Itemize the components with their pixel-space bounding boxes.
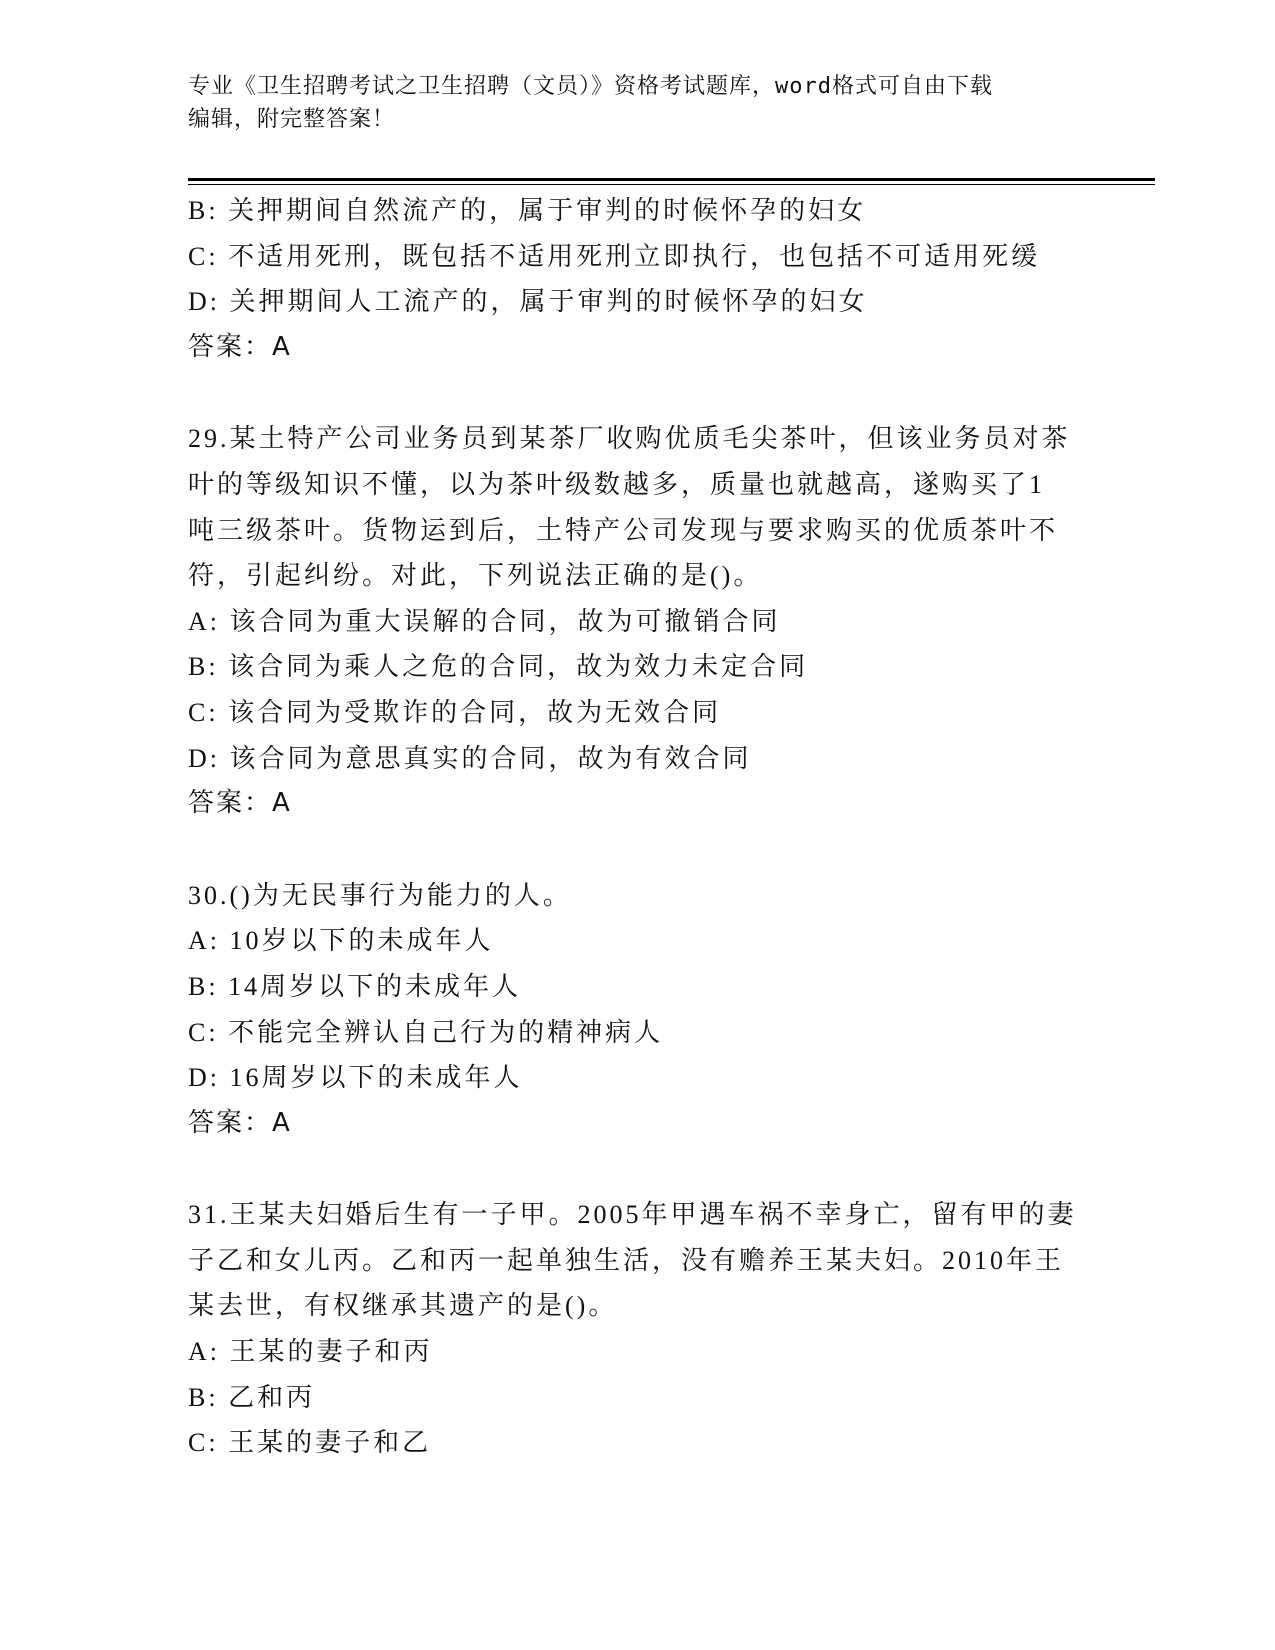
question-stem-line: 31.王某夫妇婚后生有一子甲。2005年甲遇车祸不幸身亡，留有甲的妻 — [188, 1200, 1077, 1230]
document-header — [188, 70, 1088, 136]
question-28-continued — [188, 188, 1088, 370]
question-stem-line: 符，引起纠纷。对此，下列说法正确的是()。 — [188, 561, 763, 591]
answer-line: 答案：A — [188, 331, 292, 362]
option-d: D: 关押期间人工流产的，属于审判的时候怀孕的妇女 — [188, 287, 868, 317]
option-d: D: 16周岁以下的未成年人 — [188, 1063, 523, 1093]
question-stem-line: 叶的等级知识不懂，以为茶叶级数越多，质量也就越高，遂购买了1 — [188, 469, 1046, 499]
question-stem-line: 30.()为无民事行为能力的人。 — [188, 880, 572, 910]
option-b: B: 14周岁以下的未成年人 — [188, 971, 522, 1001]
question-30 — [188, 873, 1088, 1147]
option-b: B: 乙和丙 — [188, 1382, 316, 1412]
option-a: A: 10岁以下的未成年人 — [188, 926, 494, 956]
question-31 — [188, 1192, 1088, 1466]
option-c: C: 不能完全辨认自己行为的精神病人 — [188, 1017, 664, 1047]
option-b: B: 该合同为乘人之危的合同，故为效力未定合同 — [188, 652, 809, 682]
option-d: D: 该合同为意思真实的合同，故为有效合同 — [188, 743, 752, 773]
document-body — [188, 188, 1088, 1466]
option-b: B: 关押期间自然流产的，属于审判的时候怀孕的妇女 — [188, 196, 867, 225]
option-c: C: 不适用死刑，既包括不适用死刑立即执行，也包括不可适用死缓 — [188, 241, 1041, 271]
option-c: C: 该合同为受欺诈的合同，故为无效合同 — [188, 697, 722, 727]
question-stem-line: 子乙和女儿丙。乙和丙一起单独生活，没有赡养王某夫妇。2010年王 — [188, 1245, 1065, 1275]
answer-line: 答案：A — [188, 1107, 292, 1138]
option-c: C: 王某的妻子和乙 — [188, 1428, 432, 1458]
header-rule-thin — [188, 184, 1155, 185]
header-line-2: 编辑，附完整答案！ — [188, 107, 396, 132]
option-a: A: 该合同为重大误解的合同，故为可撤销合同 — [188, 606, 781, 636]
question-29 — [188, 416, 1088, 826]
question-stem-line: 吨三级茶叶。货物运到后，土特产公司发现与要求购买的优质茶叶不 — [188, 515, 1059, 545]
option-a: A: 王某的妻子和丙 — [188, 1337, 433, 1367]
answer-line: 答案：A — [188, 788, 292, 819]
header-line-1: 专业《卫生招聘考试之卫生招聘（文员）》资格考试题库，word格式可自由下载 — [188, 74, 993, 99]
question-stem-line: 某去世，有权继承其遗产的是()。 — [188, 1291, 618, 1321]
question-stem-line: 29.某土特产公司业务员到某茶厂收购优质毛尖茶叶，但该业务员对茶 — [188, 424, 1071, 454]
header-rule-thick — [188, 178, 1155, 181]
